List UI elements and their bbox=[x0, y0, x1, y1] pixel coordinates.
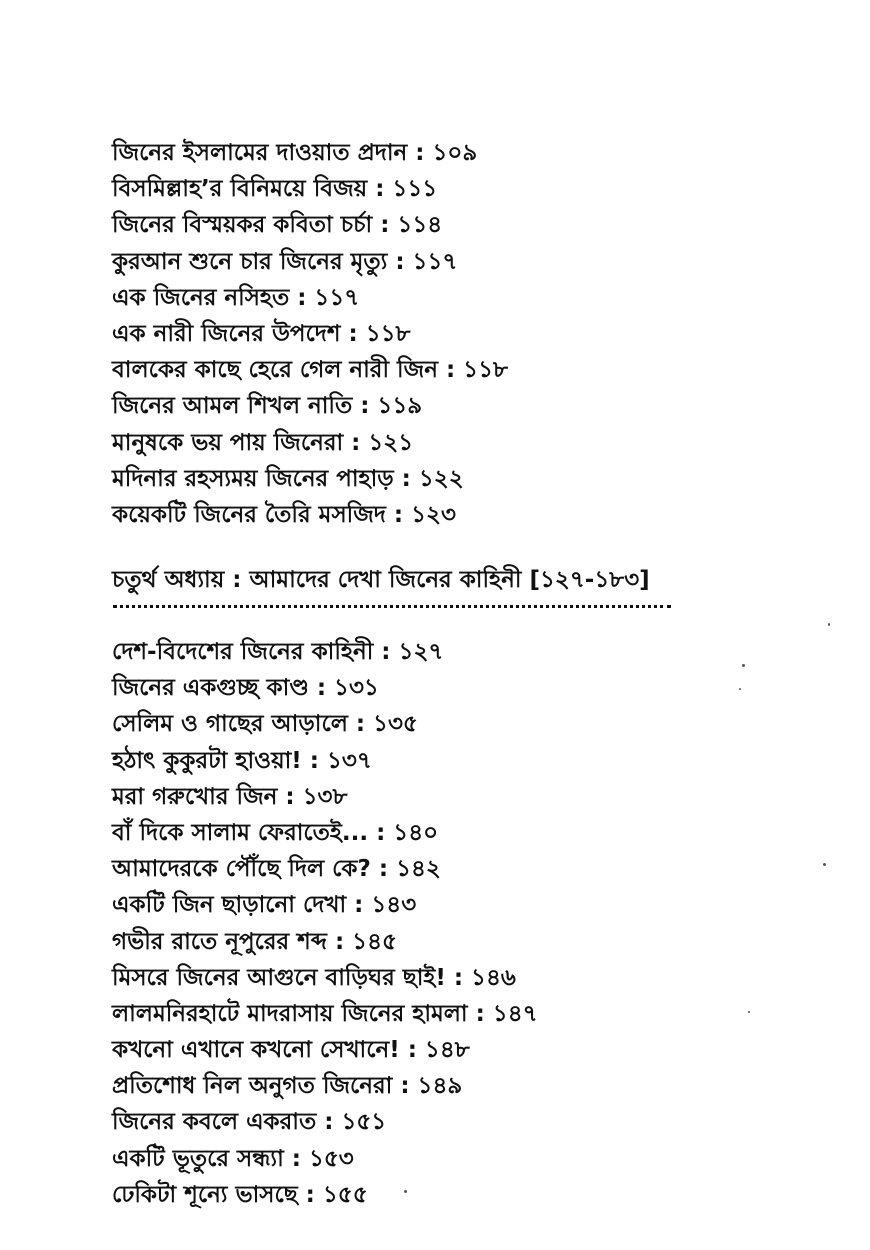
toc-entry: কয়েকটি জিনের তৈরি মসজিদ : ১২৩ bbox=[112, 501, 456, 528]
toc-entry: লালমনিরহাটে মাদরাসায় জিনের হামলা : ১৪৭ bbox=[112, 1000, 538, 1027]
toc-entry: মরা গরুখোর জিন : ১৩৮ bbox=[112, 783, 348, 810]
scan-speck bbox=[739, 688, 741, 690]
toc-entry: বাঁ দিকে সালাম ফেরাতেই... : ১৪০ bbox=[112, 819, 439, 846]
scan-speck bbox=[404, 1190, 407, 1193]
toc-entry: জিনের কবলে একরাত : ১৫১ bbox=[112, 1109, 387, 1136]
toc-entry: জিনের একগুচ্ছ কাণ্ড : ১৩১ bbox=[112, 675, 379, 702]
toc-entry: ঢেকিটা শূন্যে ভাসছে : ১৫৫ bbox=[112, 1181, 368, 1208]
toc-entry: গভীর রাতে নূপুরের শব্দ : ১৪৫ bbox=[112, 928, 397, 955]
toc-entry: দেশ-বিদেশের জিনের কাহিনী : ১২৭ bbox=[112, 639, 444, 665]
toc-entry: কুরআন শুনে চার জিনের মৃত্যু : ১১৭ bbox=[112, 248, 458, 275]
toc-entry: এক জিনের নসিহত : ১১৭ bbox=[112, 284, 360, 311]
chapter-heading: চতুর্থ অধ্যায় : আমাদের দেখা জিনের কাহিনী [১২৭-১৮৩] bbox=[112, 567, 650, 593]
toc-entry: আমাদেরকে পৌঁছে দিল কে? : ১৪২ bbox=[112, 856, 441, 883]
toc-entry: প্রতিশোধ নিল অনুগত জিনেরা : ১৪৯ bbox=[112, 1073, 463, 1100]
toc-entry: মানুষকে ভয় পায় জিনেরা : ১২১ bbox=[112, 429, 414, 456]
toc-list-part-1 bbox=[112, 135, 508, 533]
toc-entry: একটি ভূতুরে সন্ধ্যা : ১৫৩ bbox=[112, 1145, 354, 1172]
toc-entry: সেলিম ও গাছের আড়ালে : ১৩৫ bbox=[112, 711, 418, 738]
toc-entry: বিসমিল্লাহ’র বিনিময়ে বিজয় : ১১১ bbox=[112, 176, 438, 203]
toc-entry: মদিনার রহস্যময় জিনের পাহাড় : ১২২ bbox=[112, 465, 464, 492]
toc-entry: মিসরে জিনের আগুনে বাড়িঘর ছাই! : ১৪৬ bbox=[112, 964, 516, 991]
toc-entry: জিনের ইসলামের দাওয়াত প্রদান : ১০৯ bbox=[112, 140, 478, 166]
toc-entry: হঠাৎ কুকুরটা হাওয়া! : ১৩৭ bbox=[112, 747, 372, 774]
scan-speck bbox=[828, 623, 830, 626]
dotted-divider bbox=[113, 605, 671, 608]
toc-entry: বালকের কাছে হেরে গেল নারী জিন : ১১৮ bbox=[112, 357, 508, 384]
toc-entry: এক নারী জিনের উপদেশ : ১১৮ bbox=[112, 320, 411, 347]
toc-entry: কখনো এখানে কখনো সেখানে! : ১৪৮ bbox=[112, 1037, 470, 1064]
toc-entry: জিনের বিস্ময়কর কবিতা চর্চা : ১১৪ bbox=[112, 212, 443, 239]
scan-speck bbox=[823, 863, 826, 866]
scan-speck bbox=[748, 1011, 750, 1013]
toc-entry: জিনের আমল শিখল নাতি : ১১৯ bbox=[112, 393, 423, 420]
scan-speck bbox=[742, 664, 745, 667]
toc-entry: একটি জিন ছাড়ানো দেখা : ১৪৩ bbox=[112, 892, 417, 919]
toc-list-part-2 bbox=[112, 634, 538, 1213]
